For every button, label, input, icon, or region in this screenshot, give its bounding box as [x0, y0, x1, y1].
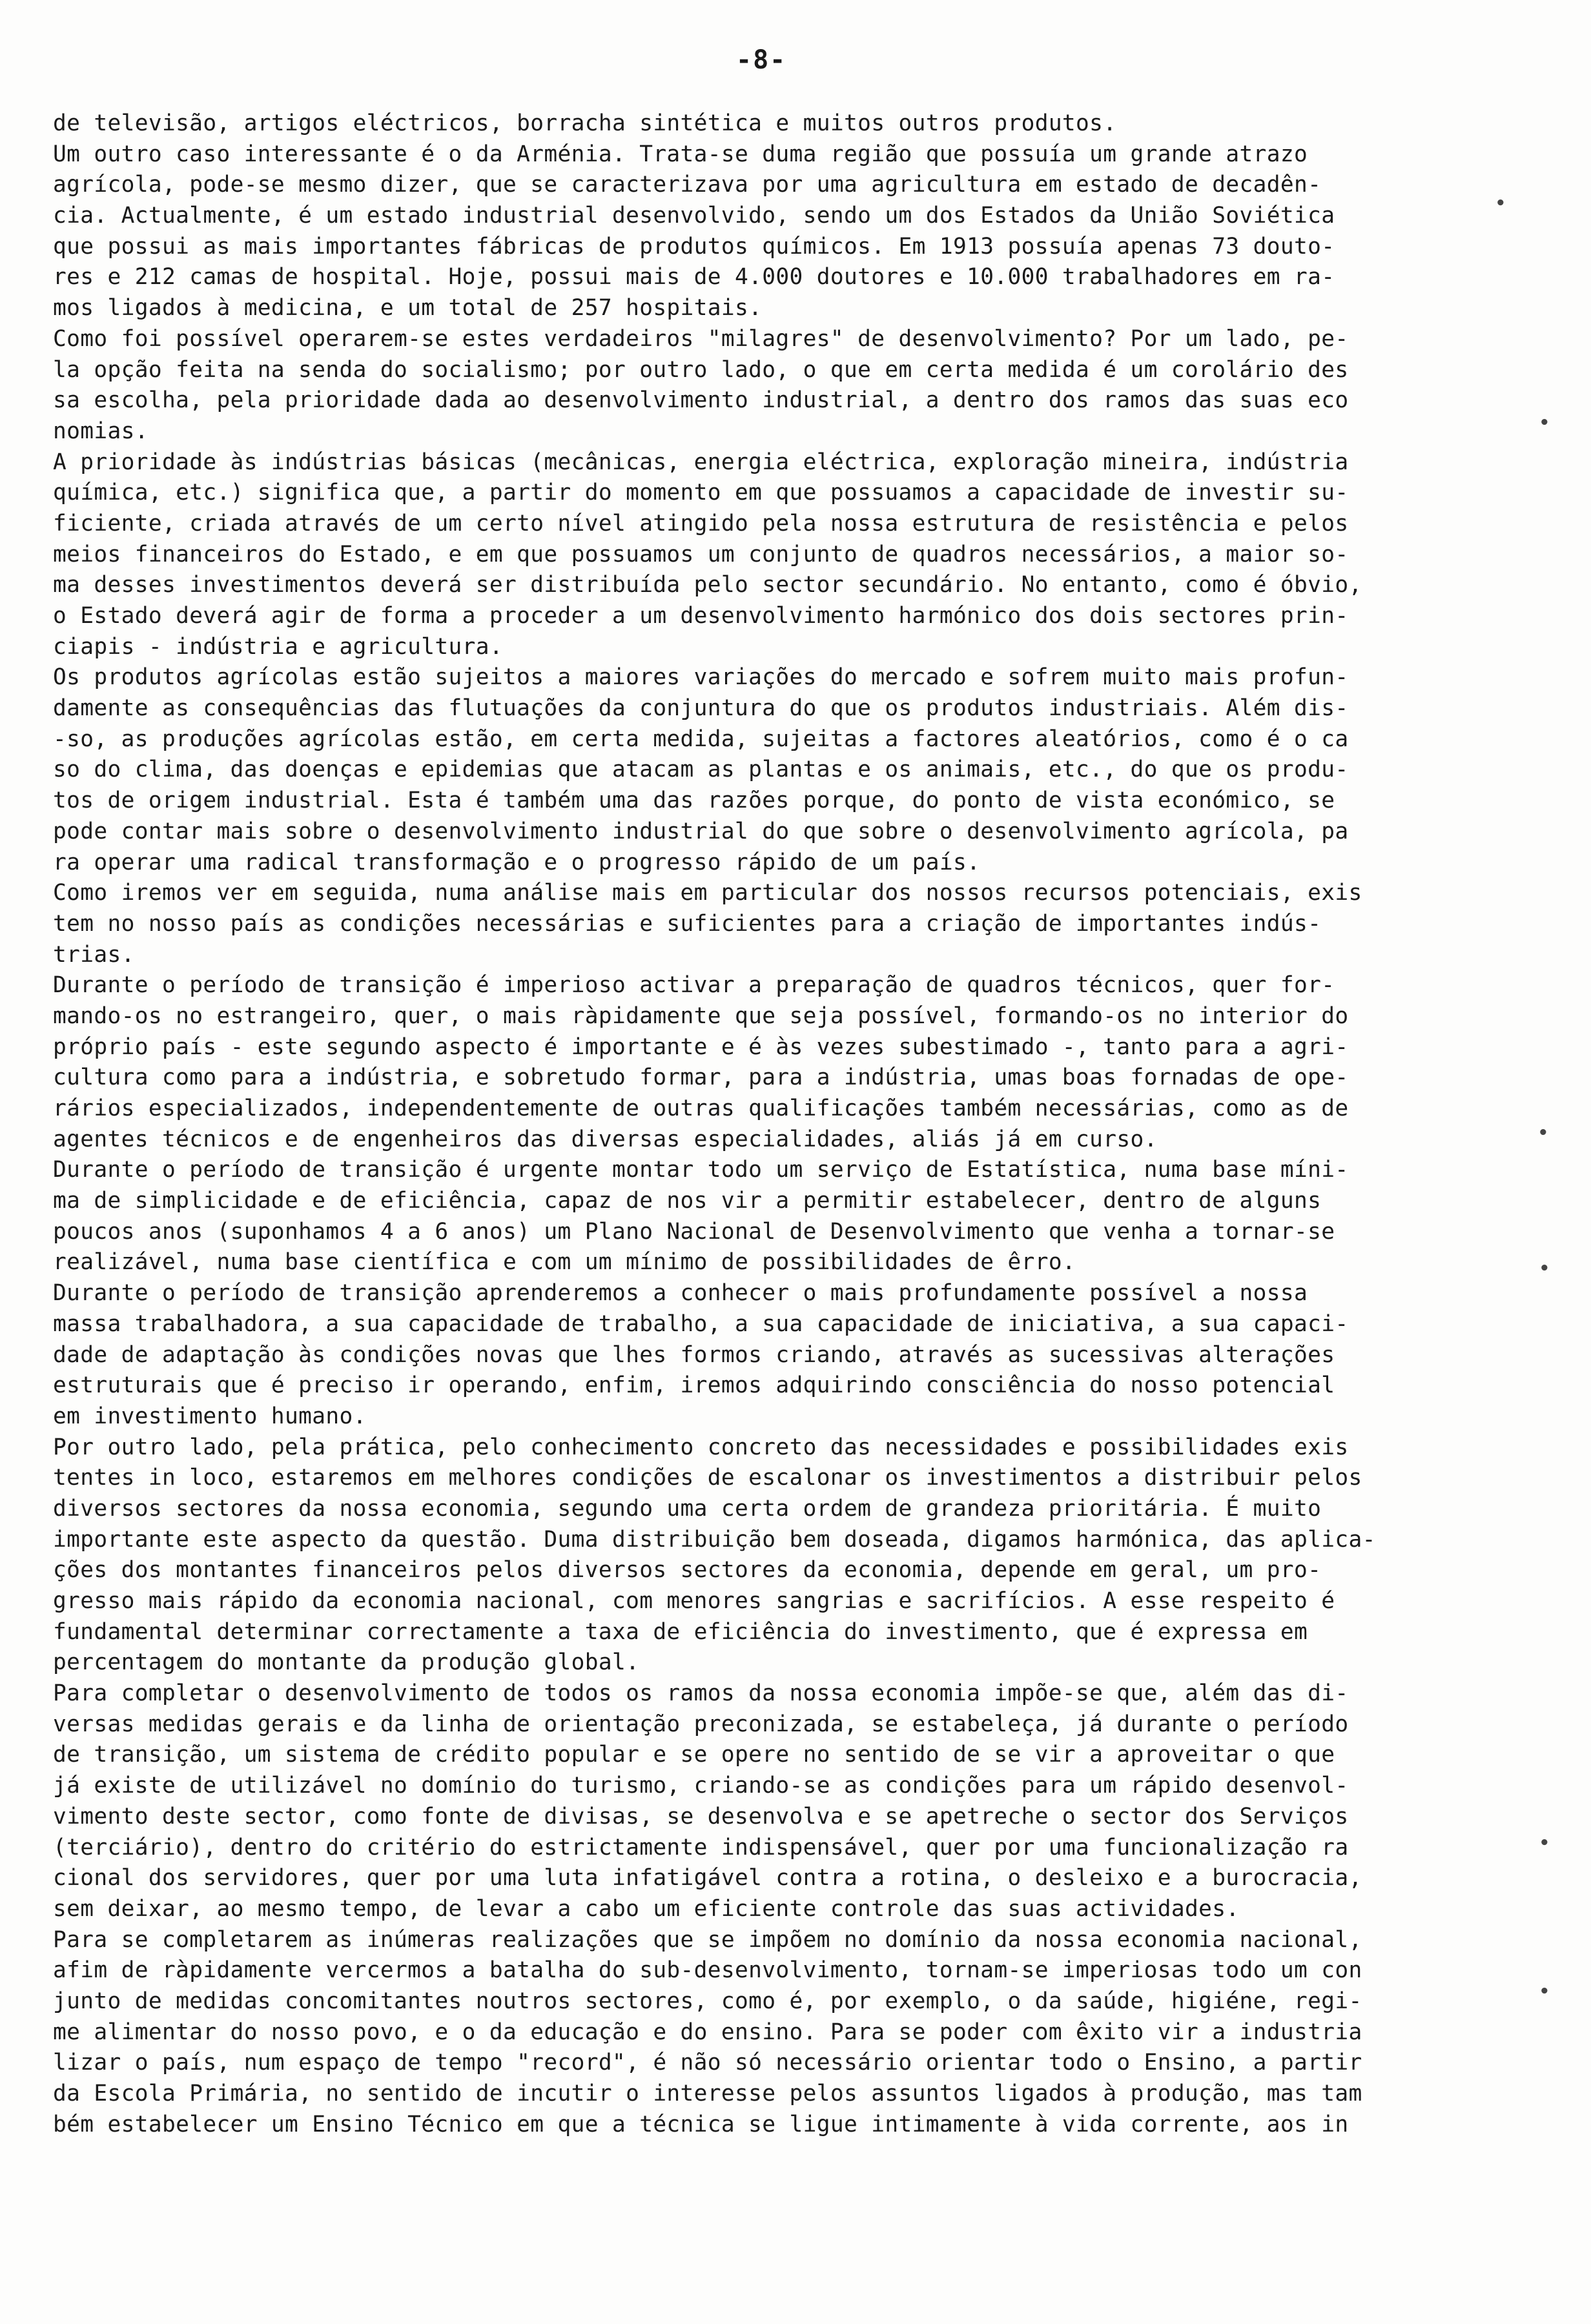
- text-line: rários especializados, independentemente de outras qualificações também necessárias, como as de: [53, 1096, 1349, 1121]
- text-line: lizar o país, num espaço de tempo "record", é não só necessário orientar todo o Ensino, a partir: [53, 2050, 1362, 2076]
- text-line: ficiente, criada através de um certo nível atingido pela nossa estrutura de resistência e pelos: [53, 510, 1349, 536]
- text-line: versas medidas gerais e da linha de orientação preconizada, se estabeleça, já durante o período: [53, 1711, 1349, 1737]
- text-line: mos ligados à medicina, e um total de 257 hospitais.: [53, 295, 763, 321]
- margin-mark: •: [1539, 413, 1550, 433]
- text-line: Durante o período de transição é imperioso activar a preparação de quadros técnicos, quer for-: [53, 972, 1335, 999]
- text-line: química, etc.) significa que, a partir do momento em que possuamos a capacidade de investir su-: [53, 480, 1349, 506]
- text-line: -so, as produções agrícolas estão, em certa medida, sujeitas a factores aleatórios, como é o ca: [53, 726, 1349, 752]
- margin-mark: •: [1539, 1259, 1550, 1278]
- text-line: ções dos montantes financeiros pelos diversos sectores da economia, depende em geral, um pro-: [53, 1557, 1322, 1584]
- text-line: tentes in loco, estaremos em melhores condições de escalonar os investimentos a distribuir pelos: [53, 1465, 1362, 1491]
- text-line: junto de medidas concomitantes noutros sectores, como é, por exemplo, o da saúde, higiéne, regi-: [53, 1988, 1362, 2014]
- text-line: da Escola Primária, no sentido de incutir o interesse pelos assuntos ligados à produção, mas tam: [53, 2081, 1362, 2106]
- text-line: Para completar o desenvolvimento de todos os ramos da nossa economia impõe-se que, além das di-: [53, 1680, 1349, 1707]
- text-line: mando-os no estrangeiro, quer, o mais ràpidamente que seja possível, formando-os no interior do: [53, 1003, 1349, 1029]
- text-line: damente as consequências das flutuações da conjuntura do que os produtos industriais. Além dis-: [53, 695, 1349, 722]
- text-line: gresso mais rápido da economia nacional, com menores sangrias e sacrifícios. A esse respeito é: [53, 1588, 1335, 1614]
- text-line: estruturais que é preciso ir operando, enfim, iremos adquirindo consciência do nosso potencial: [53, 1372, 1335, 1399]
- text-line: vimento deste sector, como fonte de divisas, se desenvolva e se apetreche o sector dos Serviços: [53, 1803, 1349, 1830]
- body-text: [53, 108, 1499, 2171]
- margin-mark: •: [1538, 1123, 1548, 1143]
- text-line: bém estabelecer um Ensino Técnico em que a técnica se ligue intimamente à vida corrente, aos in: [53, 2111, 1349, 2137]
- text-line: Como foi possível operarem-se estes verdadeiros "milagres" de desenvolvimento? Por um lado, pe-: [53, 325, 1349, 352]
- text-line: que possui as mais importantes fábricas de produtos químicos. Em 1913 possuía apenas 73 douto-: [53, 233, 1335, 260]
- text-line: A prioridade às indústrias básicas (mecânicas, energia eléctrica, exploração mineira, indústria: [53, 449, 1349, 475]
- text-line: de transição, um sistema de crédito popular e se opere no sentido de se vir a aproveitar o que: [53, 1742, 1335, 1768]
- text-line: ma desses investimentos deverá ser distribuída pelo sector secundário. No entanto, como é óbvio,: [53, 572, 1362, 598]
- text-line: tem no nosso país as condições necessárias e suficientes para a criação de importantes indús-: [53, 910, 1322, 937]
- text-line: o Estado deverá agir de forma a proceder a um desenvolvimento harmónico dos dois sectores prin-: [53, 603, 1349, 629]
- text-line: cional dos servidores, quer por uma luta infatigável contra a rotina, o desleixo e a burocracia,: [53, 1865, 1362, 1891]
- text-line: so do clima, das doenças e epidemias que atacam as plantas e os animais, etc., do que os produ-: [53, 757, 1349, 783]
- text-line: Um outro caso interessante é o da Arménia. Trata-se duma região que possuía um grande atrazo: [53, 141, 1308, 167]
- text-line: sa escolha, pela prioridade dada ao desenvolvimento industrial, a dentro dos ramos das suas eco: [53, 387, 1349, 414]
- text-line: poucos anos (suponhamos 4 a 6 anos) um Plano Nacional de Desenvolvimento que venha a tornar-se: [53, 1218, 1335, 1245]
- text-line: nomias.: [53, 418, 149, 444]
- text-line: cia. Actualmente, é um estado industrial desenvolvido, sendo um dos Estados da União Soviética: [53, 203, 1335, 229]
- page-number: -8-: [736, 45, 787, 75]
- text-line: meios financeiros do Estado, e em que possuamos um conjunto de quadros necessários, a maior so-: [53, 541, 1349, 567]
- text-line: res e 212 camas de hospital. Hoje, possui mais de 4.000 doutores e 10.000 trabalhadores em ra-: [53, 264, 1335, 290]
- text-line: dade de adaptação às condições novas que lhes formos criando, através as sucessivas alterações: [53, 1341, 1335, 1368]
- text-line: importante este aspecto da questão. Duma distribuição bem doseada, digamos harmónica, das aplica-: [53, 1526, 1376, 1553]
- margin-mark: •: [1539, 1833, 1550, 1853]
- text-line: massa trabalhadora, a sua capacidade de trabalho, a sua capacidade de iniciativa, a sua capaci-: [53, 1310, 1349, 1337]
- text-line: Os produtos agrícolas estão sujeitos a maiores variações do mercado e sofrem muito mais profun-: [53, 664, 1349, 691]
- text-line: realizável, numa base científica e com um mínimo de possibilidades de êrro.: [53, 1249, 1076, 1276]
- text-line: Por outro lado, pela prática, pelo conhecimento concreto das necessidades e possibilidades exis: [53, 1434, 1349, 1460]
- text-line: ciapis - indústria e agricultura.: [53, 633, 503, 660]
- text-line: Durante o período de transição é urgente montar todo um serviço de Estatística, numa base míni-: [53, 1157, 1349, 1183]
- text-line: Durante o período de transição aprenderemos a conhecer o mais profundamente possível a nossa: [53, 1280, 1308, 1307]
- text-line: fundamental determinar correctamente a taxa de eficiência do investimento, que é expressa em: [53, 1618, 1308, 1645]
- text-line: afim de ràpidamente vercermos a batalha do sub-desenvolvimento, tornam-se imperiosas todo um con: [53, 1957, 1362, 1984]
- text-line: pode contar mais sobre o desenvolvimento industrial do que sobre o desenvolvimento agrícola, pa: [53, 818, 1349, 844]
- text-line: de televisão, artigos eléctricos, borracha sintética e muitos outros produtos.: [53, 110, 1117, 136]
- text-line: la opção feita na senda do socialismo; por outro lado, o que em certa medida é um corolário des: [53, 356, 1349, 383]
- text-line: sem deixar, ao mesmo tempo, de levar a cabo um eficiente controle das suas actividades.: [53, 1895, 1240, 1922]
- margin-mark: •: [1495, 194, 1506, 213]
- text-line: tos de origem industrial. Esta é também uma das razões porque, do ponto de vista económico, se: [53, 788, 1335, 814]
- text-line: Como iremos ver em seguida, numa análise mais em particular dos nossos recursos potenciais, exis: [53, 880, 1362, 906]
- text-line: trias.: [53, 941, 135, 968]
- text-line: agentes técnicos e de engenheiros das diversas especialidades, aliás já em curso.: [53, 1126, 1158, 1152]
- text-line: (terciário), dentro do critério do estrictamente indispensável, quer por uma funcionalização ra: [53, 1834, 1349, 1860]
- text-line: já existe de utilizável no domínio do turismo, criando-se as condições para um rápido desenvol-: [53, 1773, 1349, 1799]
- text-line: agrícola, pode-se mesmo dizer, que se caracterizava por uma agricultura em estado de decadên-: [53, 172, 1322, 198]
- text-line: diversos sectores da nossa economia, segundo uma certa ordem de grandeza prioritária. É muito: [53, 1495, 1322, 1522]
- text-line: me alimentar do nosso povo, e o da educação e do ensino. Para se poder com êxito vir a industria: [53, 2019, 1362, 2045]
- text-line: [53, 2140, 1499, 2171]
- text-line: percentagem do montante da produção global.: [53, 1649, 640, 1676]
- text-line: cultura como para a indústria, e sobretudo formar, para a indústria, umas boas fornadas de ope-: [53, 1065, 1349, 1091]
- text-line: ma de simplicidade e de eficiência, capaz de nos vir a permitir estabelecer, dentro de alguns: [53, 1188, 1322, 1214]
- text-line: Para se completarem as inúmeras realizações que se impõem no domínio da nossa economia nacional,: [53, 1926, 1362, 1953]
- margin-mark: •: [1539, 1982, 1550, 2001]
- text-line: ra operar uma radical transformação e o progresso rápido de um país.: [53, 849, 981, 875]
- text-line: próprio país - este segundo aspecto é importante e é às vezes subestimado -, tanto para a agri-: [53, 1034, 1349, 1060]
- text-line: em investimento humano.: [53, 1403, 367, 1429]
